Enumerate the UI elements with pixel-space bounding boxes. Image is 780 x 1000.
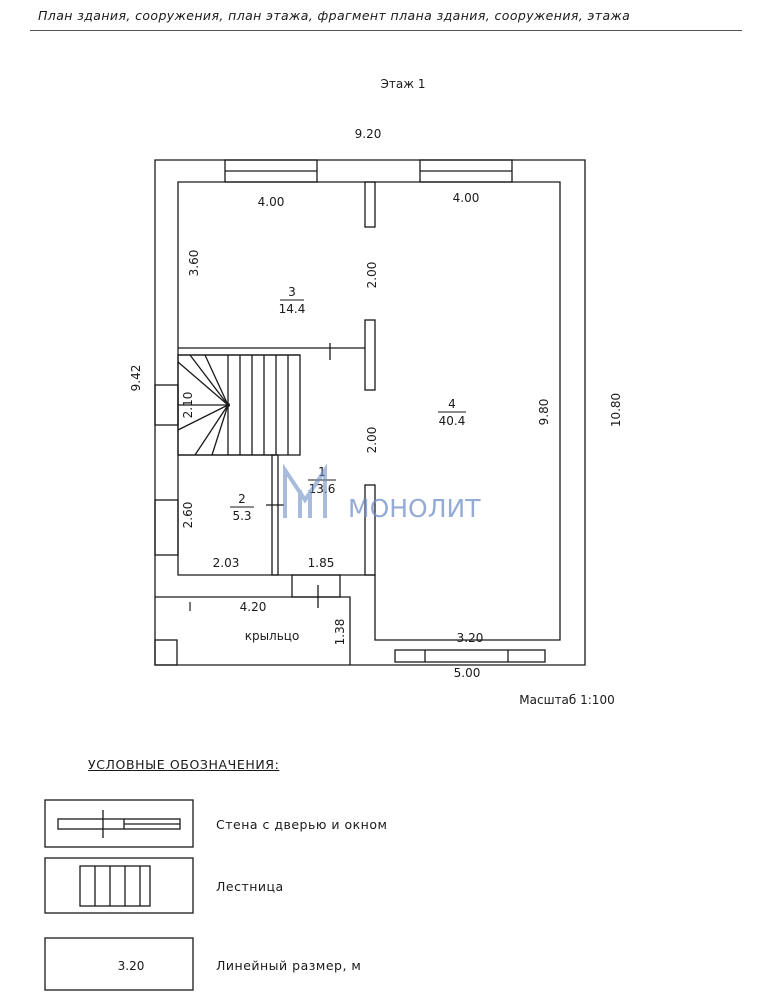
page-header: План здания, сооружения, план этажа, фрагмент плана здания, сооружения, этажа — [38, 8, 631, 23]
legend-label-wall: Стена с дверью и окном — [216, 817, 388, 832]
dim-room3-width: 4.00 — [257, 195, 285, 209]
legend-label-dimension: Линейный размер, м — [216, 958, 362, 973]
scale-label: Масштаб 1:100 — [519, 693, 615, 707]
watermark-text: МОНОЛИТ — [348, 494, 481, 523]
room1-number: 1 — [318, 465, 326, 479]
room1-area: 13.6 — [308, 482, 336, 496]
dim-room2-height: 2.60 — [181, 501, 195, 529]
legend-dimension-sample: 3.20 — [117, 959, 145, 973]
dim-partition-lower: 2.00 — [365, 426, 379, 454]
dim-partition-upper: 2.00 — [365, 261, 379, 289]
room4-area: 40.4 — [438, 414, 466, 428]
dim-room4-height: 9.80 — [537, 398, 551, 426]
floor-label: Этаж 1 — [380, 77, 426, 91]
porch-label: крыльцо — [244, 629, 300, 643]
porch-corner — [155, 640, 177, 665]
dim-porch-height: 1.38 — [333, 618, 347, 646]
legend-title: УСЛОВНЫЕ ОБОЗНАЧЕНИЯ: — [88, 757, 280, 772]
dim-top-width: 9.20 — [354, 127, 382, 141]
dim-room3-height: 3.60 — [187, 249, 201, 277]
outer-wall — [155, 160, 585, 665]
room2-number: 2 — [238, 492, 246, 506]
dim-porch-width: 4.20 — [239, 600, 267, 614]
room2-right-wall — [272, 455, 278, 575]
porch-marker: I — [188, 600, 192, 614]
window-left-upper — [155, 385, 178, 425]
dim-room1-width: 1.85 — [307, 556, 335, 570]
dim-room4-width: 4.00 — [452, 191, 480, 205]
room4-number: 4 — [448, 397, 456, 411]
entry-door — [292, 575, 340, 597]
partition-upper — [365, 182, 375, 227]
dim-left-height: 9.42 — [129, 364, 143, 392]
dim-room4-bottom: 3.20 — [456, 631, 484, 645]
stair-symbol — [178, 355, 300, 455]
inner-wall — [178, 182, 560, 640]
window-bottom — [395, 650, 545, 662]
partition-middle — [365, 320, 375, 390]
room3-area: 14.4 — [278, 302, 306, 316]
dim-room2-width: 2.03 — [212, 556, 240, 570]
dim-bottom-width: 5.00 — [453, 666, 481, 680]
dim-right-height: 10.80 — [609, 392, 623, 428]
room2-area: 5.3 — [232, 509, 252, 523]
room3-number: 3 — [288, 285, 296, 299]
window-left-lower — [155, 500, 178, 555]
legend-label-stair: Лестница — [216, 879, 284, 894]
dim-stair-height: 2.10 — [181, 391, 195, 419]
